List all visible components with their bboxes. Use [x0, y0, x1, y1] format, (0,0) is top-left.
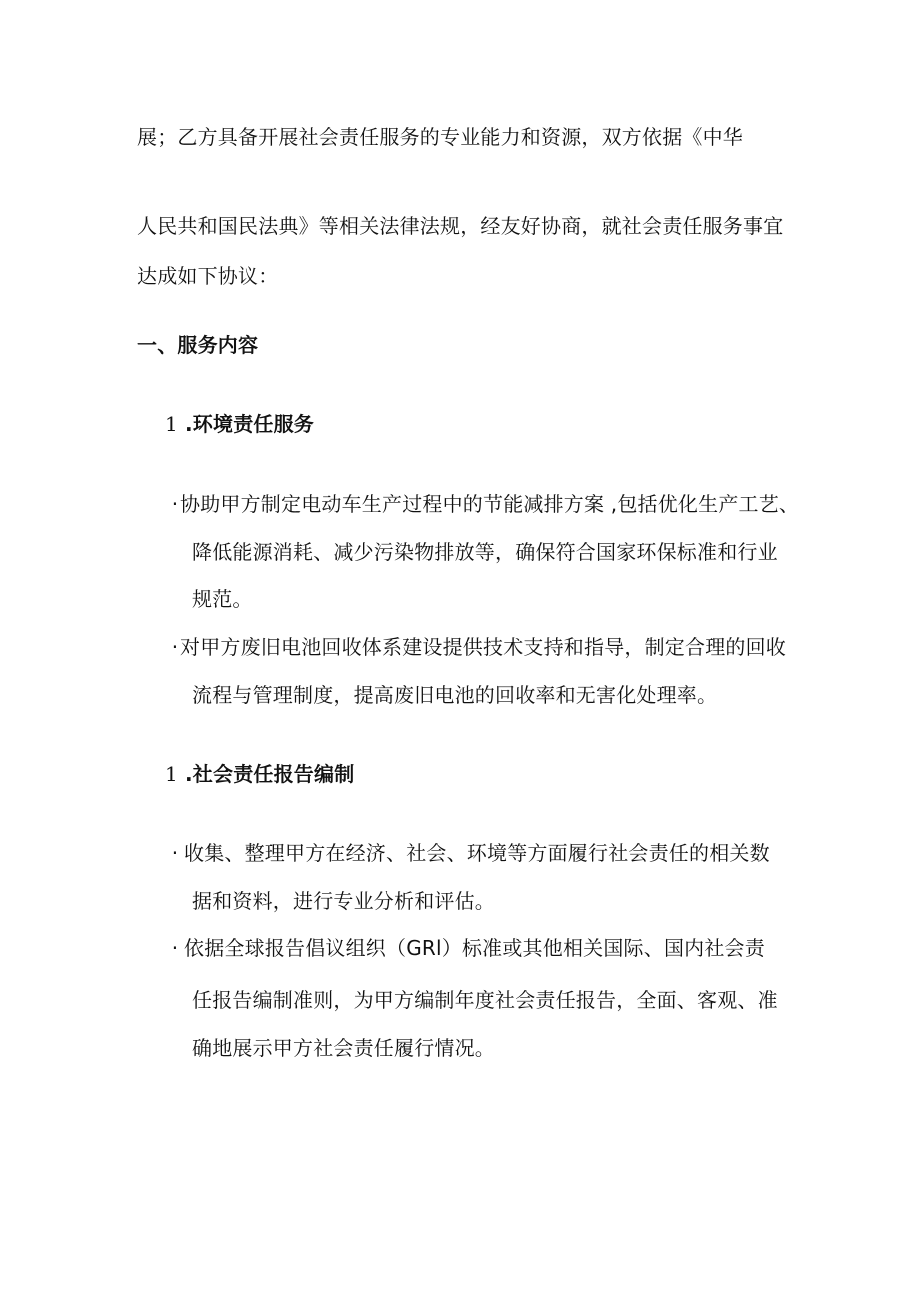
- list-item-text: 收集、整理甲方在经济、社会、环境等方面履行社会责任的相关数: [184, 841, 770, 865]
- intro-line-1: 展；乙方具备开展社会责任服务的专业能力和资源，双方依据《中华: [137, 125, 743, 149]
- list-item-continuation: 规范。: [192, 587, 253, 611]
- intro-line-3: 达成如下协议：: [137, 264, 279, 288]
- subsection-heading-csr-report: [165, 760, 354, 788]
- bullet-icon: ·: [171, 492, 179, 516]
- list-item-line: [170, 934, 765, 962]
- subsection-number: 1: [165, 762, 178, 786]
- intro-line-2: 人民共和国民法典》等相关法律法规，经友好协商，就社会责任服务事宜: [137, 214, 784, 238]
- list-item-line: [170, 839, 770, 867]
- subsection-heading-environment: [165, 410, 314, 438]
- subsection-title: .环境责任服务: [185, 412, 314, 436]
- subsection-title: .社会责任报告编制: [185, 762, 355, 786]
- bullet-icon: ·: [171, 936, 179, 960]
- list-item-continuation: 任报告编制准则，为甲方编制年度社会责任报告，全面、客观、准: [192, 988, 778, 1012]
- list-item-continuation: 降低能源消耗、减少污染物排放等，确保符合国家环保标准和行业: [192, 540, 778, 564]
- bullet-icon: ·: [171, 635, 179, 659]
- list-item-line: [170, 490, 799, 518]
- list-item-text: 对甲方废旧电池回收体系建设提供技术支持和指导，制定合理的回收: [180, 635, 786, 659]
- list-item-line: [170, 633, 786, 661]
- list-item-text: 协助甲方制定电动车生产过程中的节能减排方案 ,包括优化生产工艺、: [180, 492, 800, 516]
- list-item-continuation: 流程与管理制度，提高废旧电池的回收率和无害化处理率。: [192, 683, 718, 707]
- list-item-continuation: 确地展示甲方社会责任履行情况。: [192, 1036, 495, 1060]
- bullet-icon: ·: [171, 841, 179, 865]
- subsection-number: 1: [165, 412, 178, 436]
- list-item-text: 依据全球报告倡议组织（GRl）标准或其他相关国际、国内社会责: [184, 936, 765, 960]
- list-item-continuation: 据和资料，进行专业分析和评估。: [192, 889, 495, 913]
- section-heading-service-content: 一、服务内容: [137, 333, 259, 357]
